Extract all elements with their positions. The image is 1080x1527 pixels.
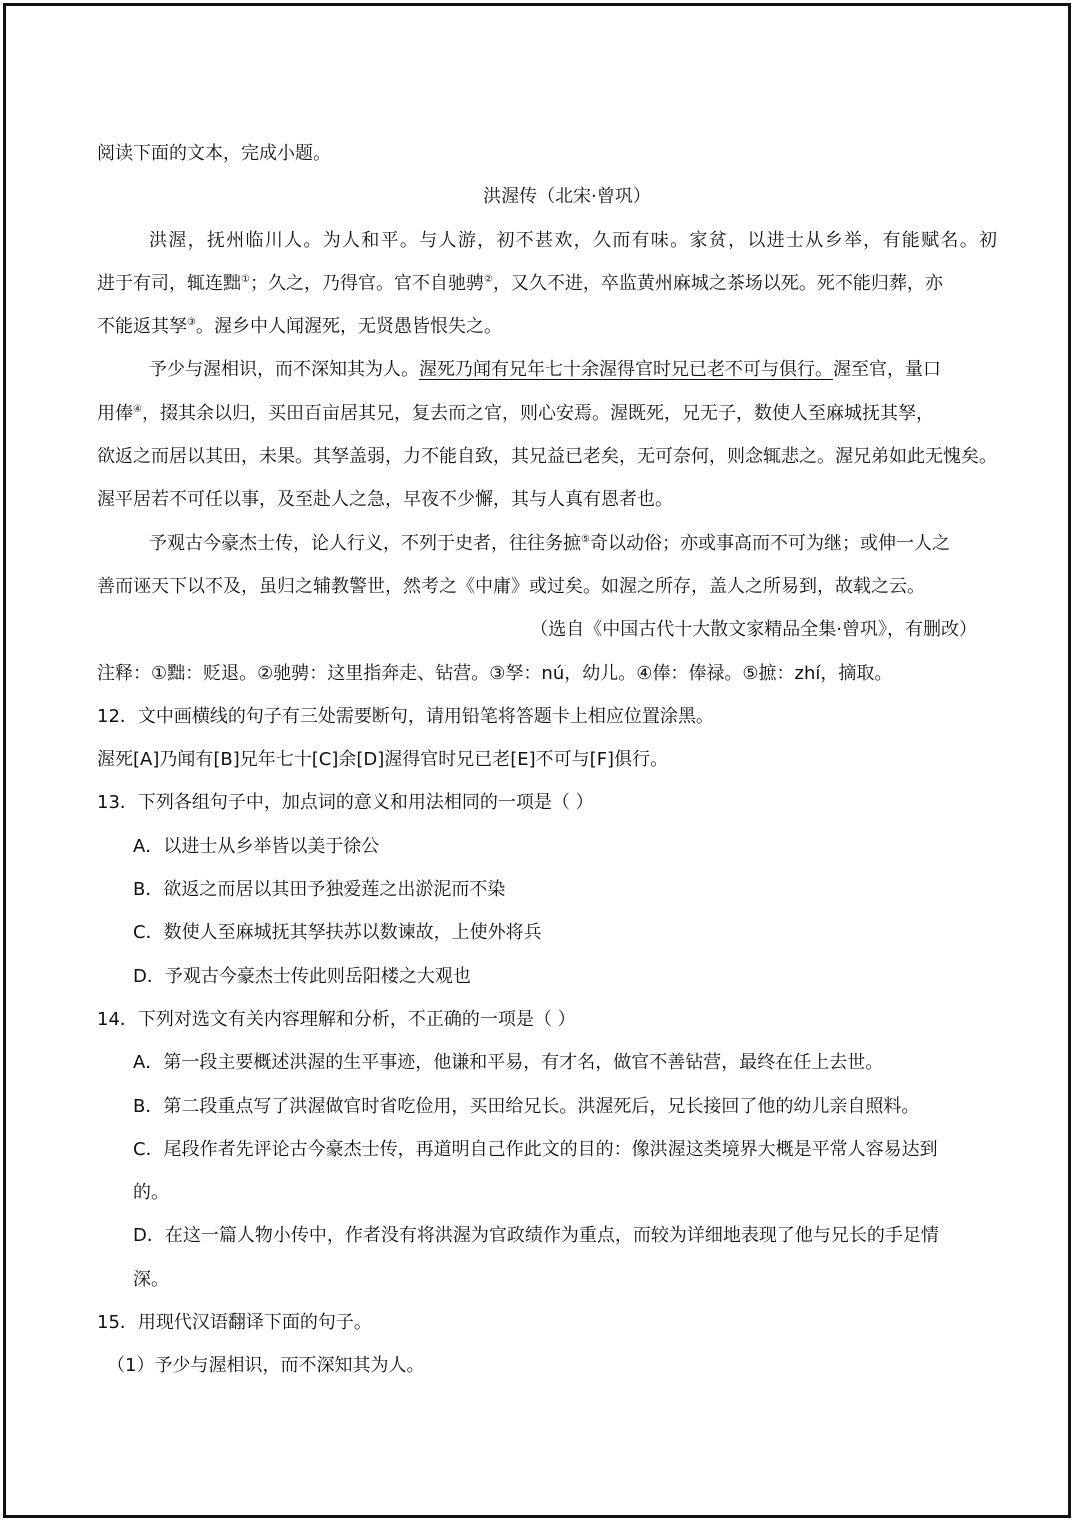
option-d-continued: 深。: [133, 1268, 169, 1290]
intro-text: 阅读下面的文本，完成小题。: [97, 143, 331, 164]
paragraph-line: 用俸④，掇其余以归，买田百亩居其兄，复去而之官，则心安焉。渥既死，兄无子，数使人至麻城抚其孥，: [97, 402, 934, 424]
footnote-mark: ⑤: [581, 533, 590, 545]
option-c: C．尾段作者先评论古今豪杰士传，再道明自己作此文的目的：像洪渥这类境界大概是平常人容易达到: [133, 1138, 938, 1160]
option-a: A．以进士从乡举皆以美于徐公: [133, 835, 380, 857]
question-12: [97, 695, 997, 782]
footnote-mark: ③: [187, 317, 196, 329]
paragraph-line: 欲返之而居以其田，未果。其孥盖弱，力不能自致，其兄益已老矣，无可奈何，则念辄悲之。渥兄弟如此无愧矣。: [97, 446, 997, 468]
underlined-sentence: 渥死乃闻有兄年七十余渥得官时兄已老不可与俱行。: [419, 359, 833, 381]
option-a: A．第一段主要概述洪渥的生平事迹，他谦和平易，有才名，做官不善钻营，最终在任上去世。: [133, 1052, 884, 1074]
exam-page: [97, 132, 997, 1388]
annotations: 注释：①黜：贬退。②驰骋：这里指奔走、钻营。③孥：nú，幼儿。④俸：俸禄。⑤摭：zhí，摘取。: [97, 662, 893, 684]
passage-paragraph-2: [97, 348, 997, 521]
punctuation-sentence: 渥死[A]乃闻有[B]兄年七十[C]余[D]渥得官时兄已老[E]不可与[F]俱行。: [97, 749, 669, 771]
question-15: [97, 1301, 997, 1388]
paragraph-line: 善而诬天下以不及，虽归之辅教警世，然考之《中庸》或过矣。如渥之所存，盖人之所易到，故载之云。: [97, 575, 925, 597]
source-citation: （选自《中国古代十大散文家精品全集·曾巩》，有删改）: [530, 619, 977, 641]
option-d: D．在这一篇人物小传中，作者没有将洪渥为官政绩作为重点，而较为详细地表现了他与兄长的手足情: [133, 1225, 939, 1247]
question-14: [97, 998, 997, 1301]
passage-title: 洪渥传（北宋·曾巩）: [483, 186, 651, 208]
paragraph-line: 渥平居若不可任以事，及至赴人之急，早夜不少懈，其与人真有恩者也。: [97, 489, 673, 511]
question-stem: 15．用现代汉语翻译下面的句子。: [97, 1312, 372, 1334]
paragraph-line: 予观古今豪杰士传，论人行义，不列于史者，往往务摭⑤奇以动俗；亦或事高而不可为继；或伸一人之: [149, 532, 950, 554]
question-stem: 14．下列对选文有关内容理解和分析，不正确的一项是（ ）: [97, 1008, 576, 1030]
footnote-mark: ①: [241, 273, 250, 285]
paragraph-line: 不能返其孥③。渥乡中人闻渥死，无贤愚皆恨失之。: [97, 316, 502, 338]
question-stem: 13．下列各组句子中，加点词的意义和用法相同的一项是（ ）: [97, 792, 594, 814]
question-stem: 12．文中画横线的句子有三处需要断句，请用铅笔将答题卡上相应位置涂黑。: [97, 705, 714, 727]
option-c: C．数使人至麻城抚其孥扶苏以数谏故，上使外将兵: [133, 922, 542, 944]
option-b: B．欲返之而居以其田予独爱莲之出淤泥而不染: [133, 879, 506, 901]
passage-paragraph-3: [97, 522, 997, 609]
sub-question-1: （1）予少与渥相识，而不深知其为人。: [107, 1355, 425, 1377]
question-13: [97, 781, 997, 997]
paragraph-line: 予少与渥相识，而不深知其为人。渥死乃闻有兄年七十余渥得官时兄已老不可与俱行。渥至官，量口: [149, 359, 941, 381]
footnote-mark: ②: [483, 273, 493, 285]
option-b: B．第二段重点写了洪渥做官时省吃俭用，买田给兄长。洪渥死后，兄长接回了他的幼儿亲自照料。: [133, 1095, 920, 1117]
footnote-mark: ④: [133, 403, 142, 415]
option-d: D．予观古今豪杰士传此则岳阳楼之大观也: [133, 965, 471, 987]
passage-paragraph-1: [97, 219, 997, 349]
paragraph-line: 进于有司，辄连黜①；久之，乃得官。官不自驰骋②，又久不进，卒监黄州麻城之茶场以死。死不能归葬，亦: [97, 272, 943, 294]
paragraph-line: 洪渥，抚州临川人。为人和平。与人游，初不甚欢，久而有味。家贫，以进士从乡举，有能赋名。初: [149, 229, 997, 251]
option-c-continued: 的。: [133, 1182, 169, 1204]
